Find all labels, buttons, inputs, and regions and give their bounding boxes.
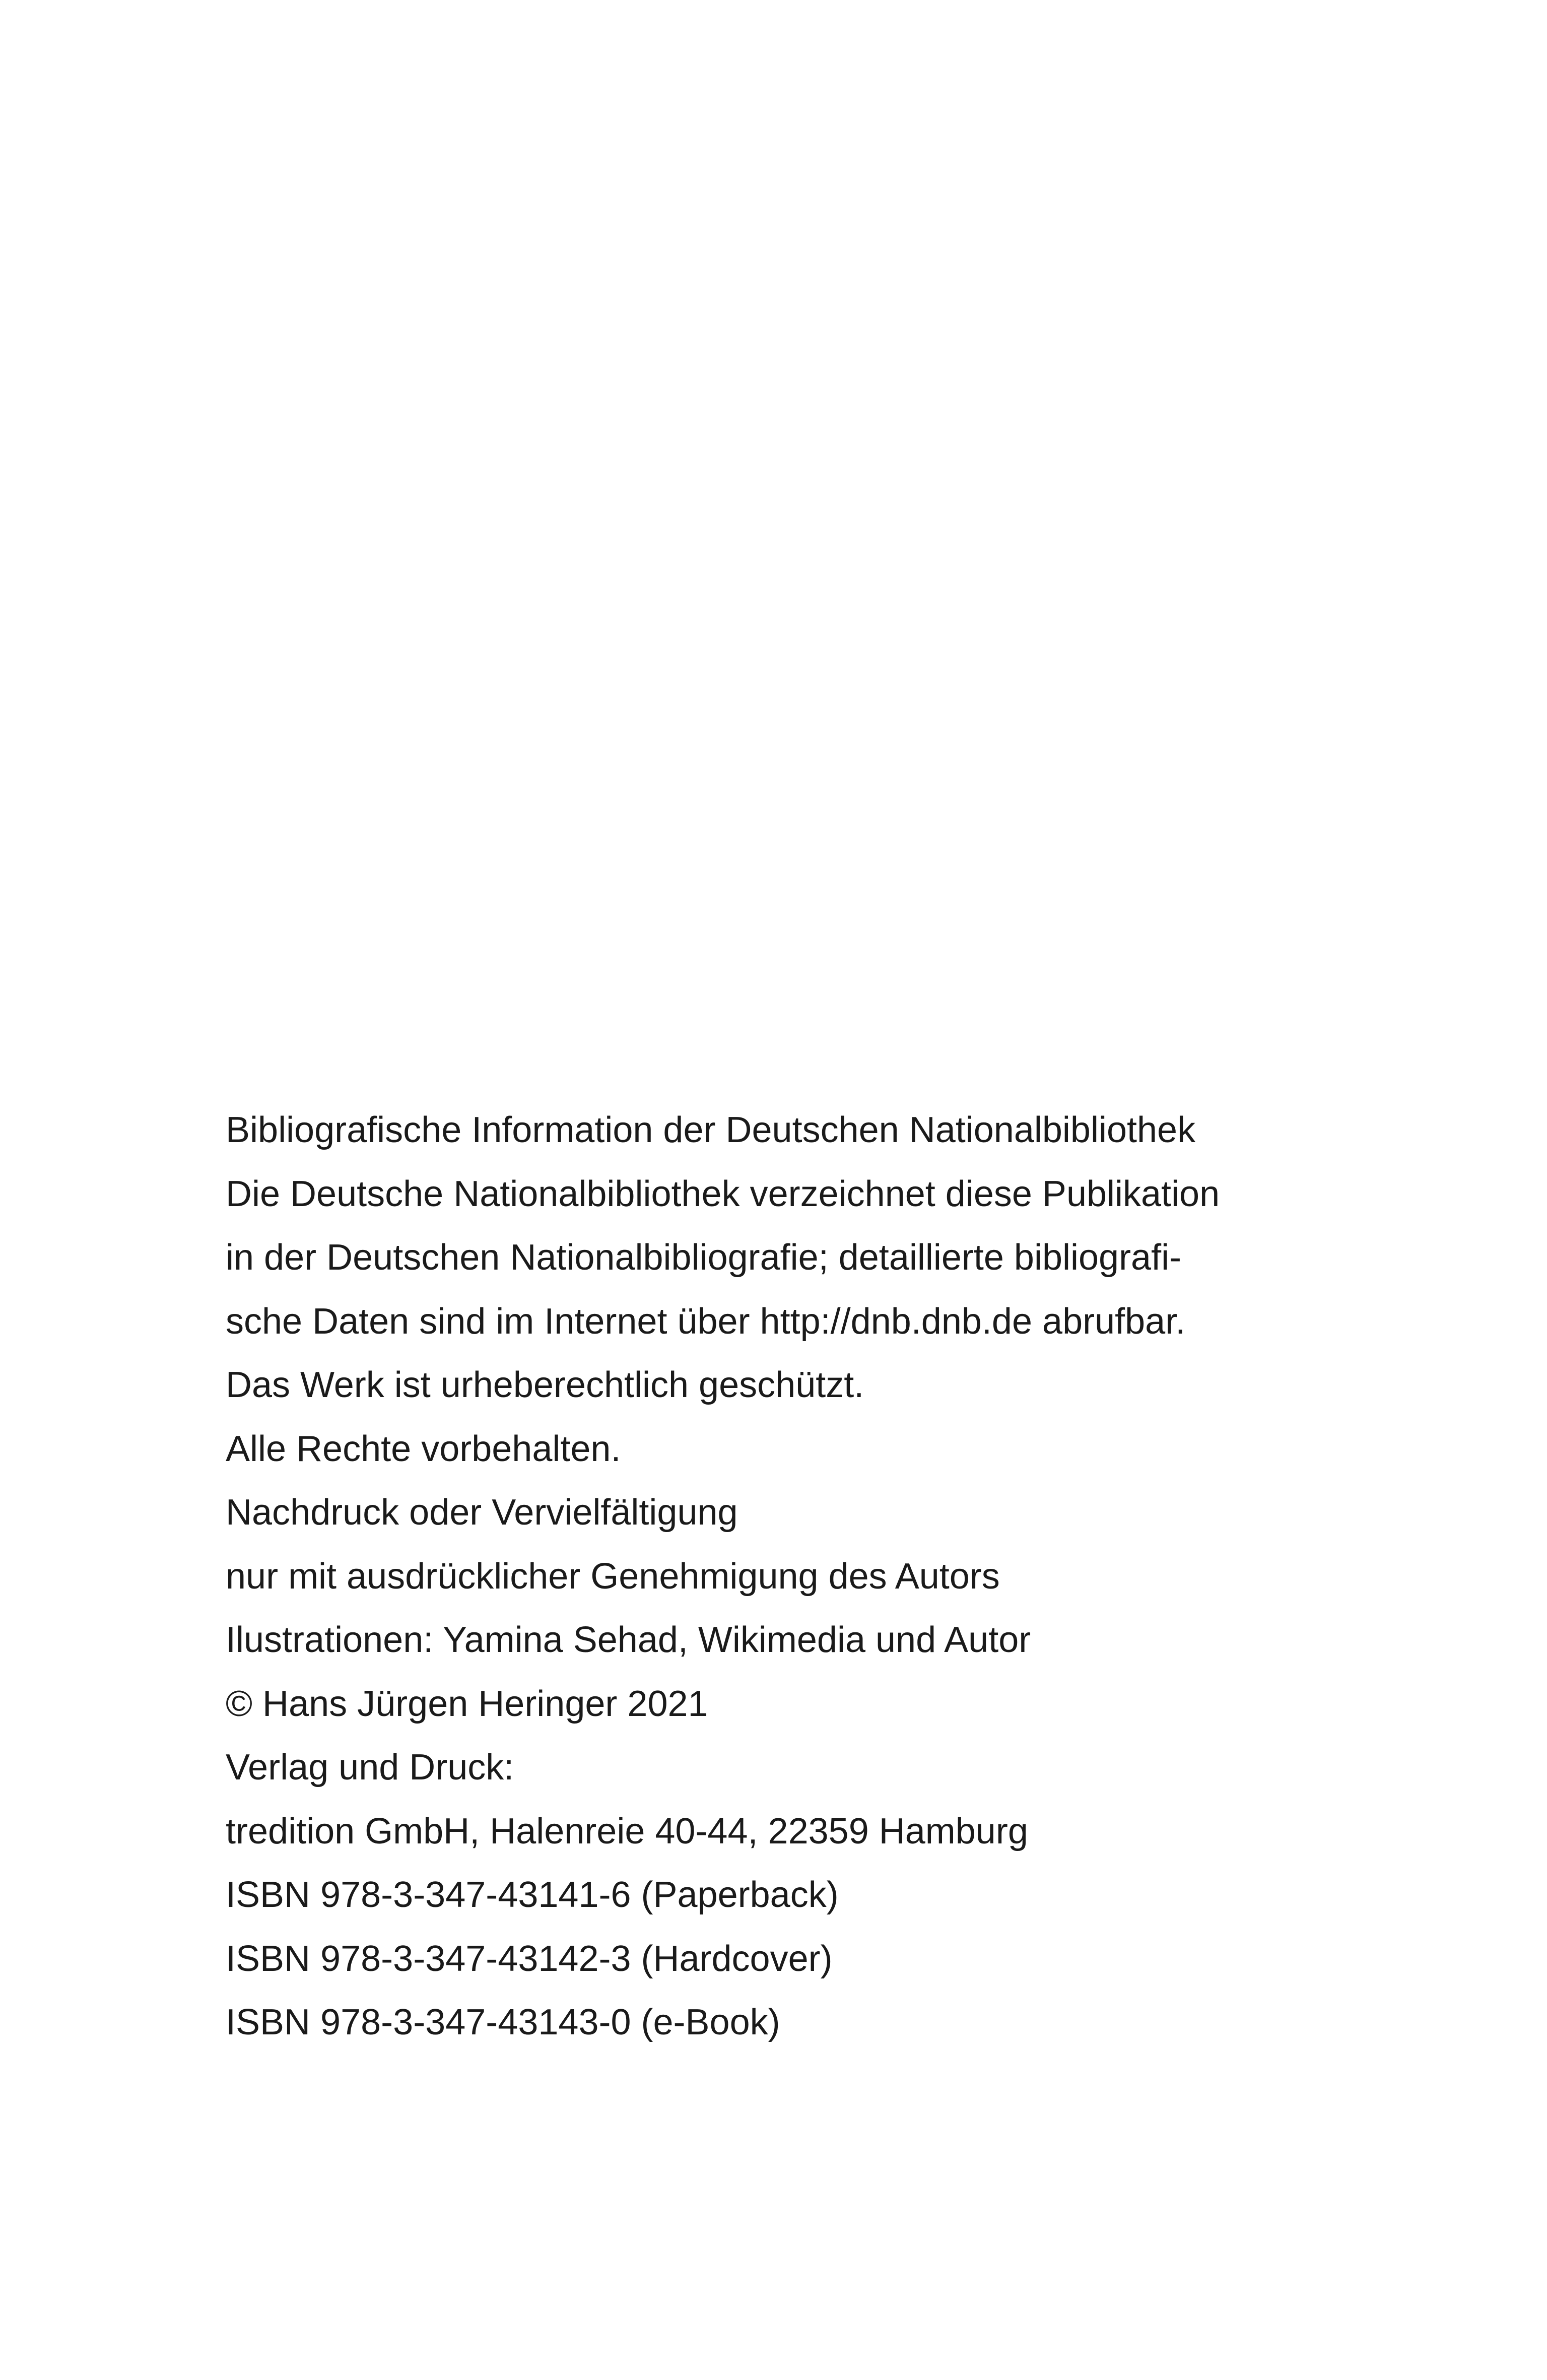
imprint-line-isbn-paperback: ISBN 978-3-347-43141-6 (Paperback) — [226, 1875, 839, 1915]
imprint-line-isbn-hardcover: ISBN 978-3-347-43142-3 (Hardcover) — [226, 1938, 833, 1979]
imprint-block — [226, 1098, 1359, 2055]
imprint-line-rights-reserved: Alle Rechte vorbehalten. — [226, 1428, 621, 1469]
imprint-line-publisher-label: Verlag und Druck: — [226, 1747, 514, 1788]
imprint-line-dnb-heading: Bibliografische Information der Deutschen Nationalbibliothek — [226, 1110, 1196, 1150]
imprint-line-reprint: Nachdruck oder Vervielfältigung — [226, 1492, 738, 1533]
imprint-line-dnb-notice-3: sche Daten sind im Internet über http://dnb.dnb.de abrufbar. — [226, 1301, 1186, 1342]
imprint-line-copyright-holder: © Hans Jürgen Heringer 2021 — [226, 1683, 708, 1724]
imprint-line-dnb-notice-1: Die Deutsche Nationalbibliothek verzeichnet diese Publikation — [226, 1173, 1220, 1214]
imprint-line-isbn-ebook: ISBN 978-3-347-43143-0 (e-Book) — [226, 2002, 780, 2042]
imprint-line-permission: nur mit ausdrücklicher Genehmigung des Autors — [226, 1556, 1000, 1597]
imprint-line-publisher-address: tredition GmbH, Halenreie 40-44, 22359 Hamburg — [226, 1811, 1028, 1852]
imprint-line-copyright-protected: Das Werk ist urheberechtlich geschützt. — [226, 1365, 864, 1405]
imprint-line-illustrations: Ilustrationen: Yamina Sehad, Wikimedia und Autor — [226, 1620, 1031, 1660]
imprint-line-dnb-notice-2: in der Deutschen Nationalbibliografie; detaillierte bibliografi- — [226, 1237, 1182, 1278]
